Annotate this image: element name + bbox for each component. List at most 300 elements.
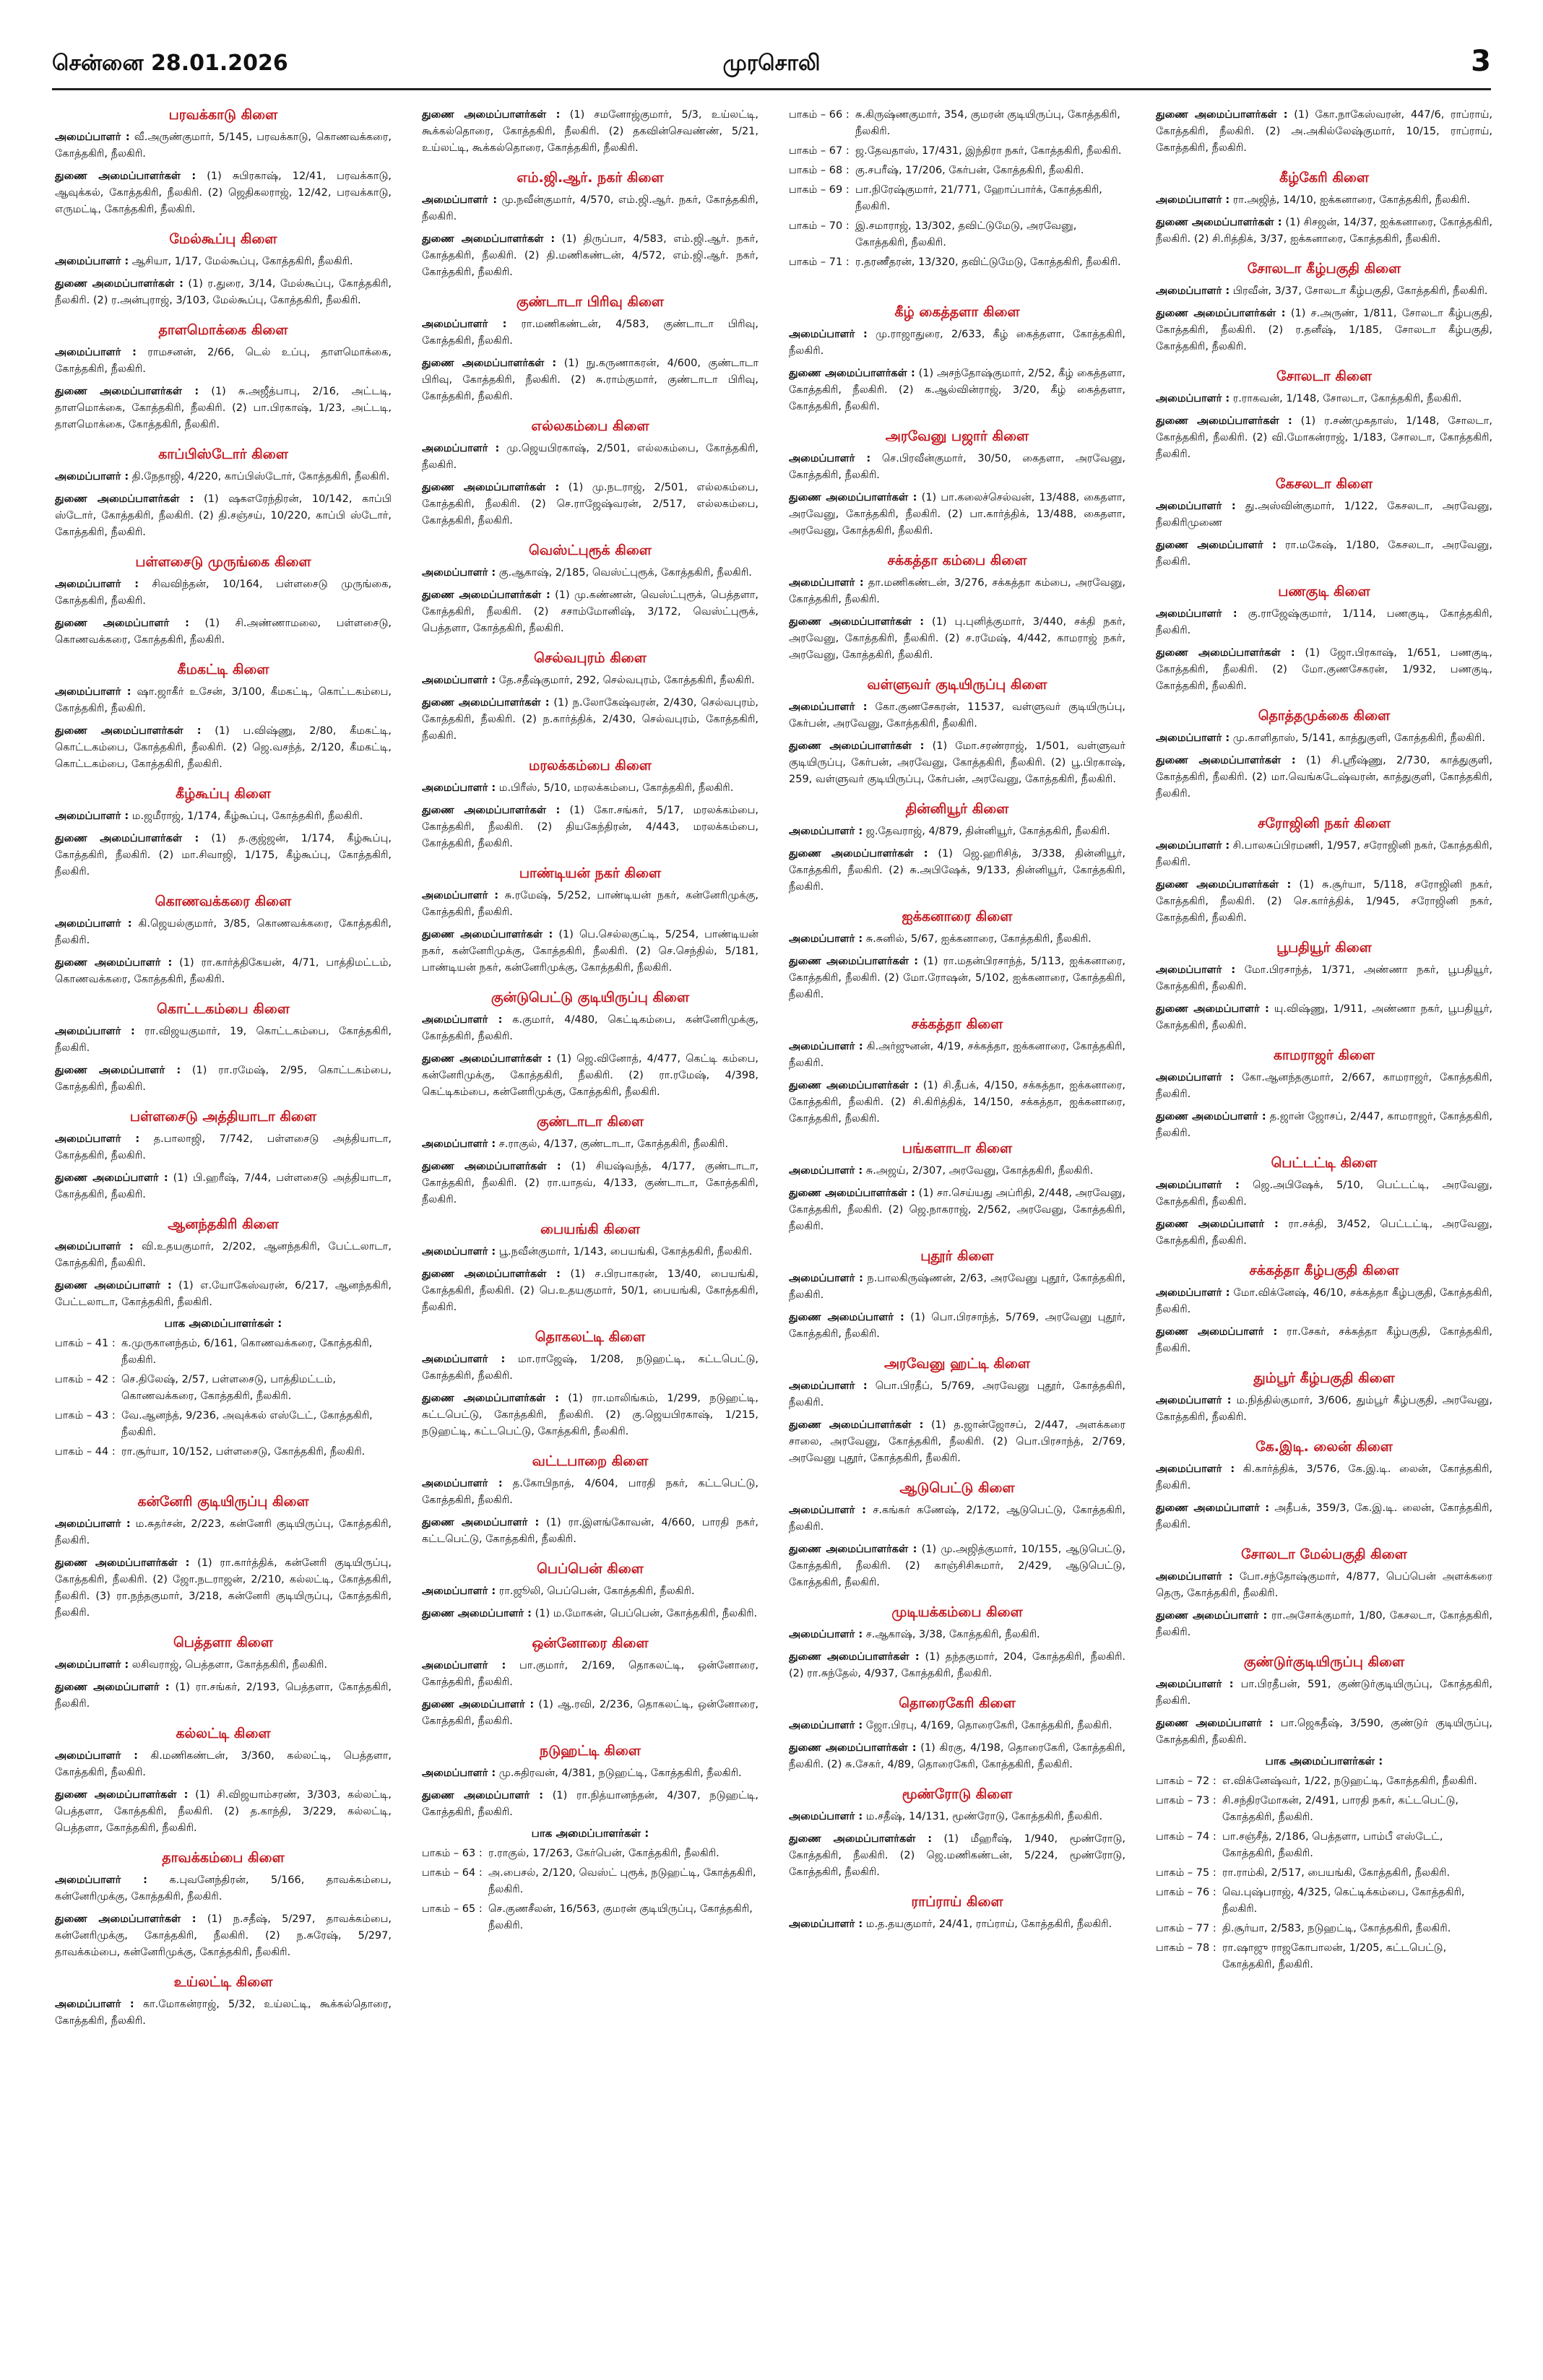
role-label: துணை அமைப்பாளர்கள் : [1156, 647, 1295, 659]
member-details: சி.பாலசுப்பிரமணி, 1/957, சரோஜினி நகர், கோத்தகிரி, நீலகிரி. [1156, 840, 1492, 868]
member-entry [55, 491, 392, 541]
member-entry [1156, 1393, 1492, 1426]
member-entry [789, 823, 1125, 840]
branch-section [789, 553, 1125, 664]
booth-row [789, 218, 1125, 251]
booth-organisers-heading: பாக அமைப்பாளர்கள் : [1265, 1754, 1383, 1767]
member-details: த.கோபிநாத், 4/604, பாரதி நகர், கட்டபெட்டு, கோத்தகிரி, நீலகிரி. [422, 1478, 758, 1506]
role-label: அமைப்பாளர் : [55, 1133, 140, 1145]
branch-section [789, 801, 1125, 896]
member-entry [422, 1390, 758, 1440]
role-label: துணை அமைப்பாளர் : [1156, 1610, 1268, 1622]
role-label: அமைப்பாளர் : [55, 1750, 138, 1762]
member-entry [422, 1788, 758, 1821]
branch-section [55, 1494, 392, 1622]
member-details: போ.சந்தோஷ்குமார், 4/877, பெப்பென் அளக்கரை தெரு, கோத்தகிரி, நீலகிரி. [1156, 1571, 1492, 1599]
branch-title: உய்லட்டி கிளை [173, 1974, 273, 1990]
role-label: அமைப்பாளர் : [422, 1014, 503, 1026]
role-label: துணை அமைப்பாளர் : [55, 1280, 172, 1291]
member-details: கு.ராஜேஷ்குமார், 1/114, பணகுடி, கோத்தகிரி, நீலகிரி. [1156, 608, 1492, 636]
role-label: துணை அமைப்பாளர் : [55, 957, 173, 969]
member-details: (1) மு.நடராஜ், 2/501, எல்லகம்பை, கோத்தகிரி, நீலகிரி. (2) செ.ராஜேஷ்வரன், 2/517, எல்லகம்பை, கோத்தகிரி, நீலகிரி. [422, 482, 758, 527]
role-label: அமைப்பாளர் : [1156, 840, 1230, 852]
member-details: (1) சு.சூர்யா, 5/118, சரோஜினி நகர், கோத்தகிரி, நீலகிரி. (2) செ.கார்த்திக், 1/945, சரோஜினி நகர், கோத்தகிரி, நீலகிரி. [1156, 879, 1492, 924]
member-details: கா.மோகன்ராஜ், 5/32, உய்லட்டி, கூக்கல்தொரை, கோத்தகிரி, நீலகிரி. [55, 1999, 392, 2027]
role-label: அமைப்பாளர் : [55, 579, 139, 590]
role-label: அமைப்பாளர் : [1156, 194, 1230, 206]
branch-title: சக்கத்தா கம்பை கிளை [887, 553, 1027, 568]
booth-row [1156, 1921, 1492, 1937]
member-details: க.புவனேந்திரன், 5/166, தாவக்கம்பை, கன்னேரிமுக்கு, கோத்தகிரி, நீலகிரி. [55, 1874, 392, 1903]
role-label: துணை அமைப்பாளர் : [422, 1517, 540, 1528]
member-entry [1156, 838, 1492, 871]
role-label: துணை அமைப்பாளர் : [1156, 1003, 1269, 1015]
member-details: (1) ர.துரை, 3/14, மேல்கூப்பு, கோத்தகிரி, நீலகிரி. (2) ர.அன்புராஜ், 3/103, மேல்கூப்பு, கோத்தகிரி, நீலகிரி. [55, 278, 392, 306]
branch-section [422, 990, 758, 1101]
role-label: அமைப்பாளர் : [422, 443, 500, 454]
role-label: அமைப்பாளர் : [789, 1273, 863, 1284]
booth-number: பாகம் – 70 : [789, 220, 850, 232]
role-label: அமைப்பாளர் : [1156, 1679, 1234, 1690]
booth-organiser: கு.சபரீஷ், 17/206, கேர்பன், கோத்தகிரி, நீலகிரி. [855, 165, 1084, 176]
member-entry [1156, 1461, 1492, 1494]
booth-organiser: வெ.புஷ்பராஜ், 4/325, கெட்டிக்கம்பை, கோத்தகிரி, நீலகிரி. [1222, 1887, 1465, 1915]
member-details: வி.உதயகுமார், 2/202, ஆனந்தகிரி, பேட்டலாடா, கோத்தகிரி, நீலகிரி. [55, 1241, 392, 1269]
member-details: (1) கோ.நாகேஸ்வரன், 447/6, ராப்ராய், கோத்தகிரி, நீலகிரி. (2) அ.அகில்லேஷ்குமார், 10/15, ராப்ராய், கோத்தகிரி, நீலகிரி. [1156, 109, 1492, 154]
member-entry [1156, 877, 1492, 927]
member-details: (1) மு.கண்ணன், வெஸ்ட்புரூக், பெத்தளா, கோத்தகிரி, நீலகிரி. (2) சசாம்மோனிஷ், 3/172, வெஸ்ட்புரூக், பெத்தளா, கோத்தகிரி, நீலகிரி. [422, 589, 758, 634]
booth-row [1156, 1773, 1492, 1790]
member-entry [422, 1136, 758, 1153]
member-details: மு.சுதிரவன், 4/381, நடுஹட்டி, கோத்தகிரி, நீலகிரி. [498, 1767, 742, 1779]
role-label: துணை அமைப்பாளர்கள் : [789, 848, 928, 860]
member-entry [789, 846, 1125, 896]
member-entry [1156, 391, 1492, 407]
branch-title: செல்வபுரம் கிளை [534, 650, 647, 666]
member-entry [789, 575, 1125, 608]
member-details: மோ.விக்னேஷ், 46/10, சக்கத்தா கீழ்பகுதி, கோத்தகிரி, நீலகிரி. [1156, 1287, 1492, 1315]
branch-title: பரவக்காடு கிளை [168, 107, 278, 123]
branch-title: கொட்டகம்பை கிளை [157, 1001, 290, 1017]
role-label: அமைப்பாளர் : [789, 1505, 866, 1516]
member-details: த.பாலாஜி, 7/742, பள்ளசைடு அத்தியாடா, கோத்தகிரி, நீலகிரி. [55, 1133, 392, 1161]
member-details: மு.ஜெயபிரகாஷ், 2/501, எல்லகம்பை, கோத்தகிரி, நீலகிரி. [422, 443, 758, 471]
role-label: துணை அமைப்பாளர்கள் : [789, 1833, 933, 1845]
branch-section [1156, 940, 1492, 1034]
branch-title: நடுஹட்டி கிளை [540, 1743, 641, 1759]
member-entry [422, 441, 758, 474]
member-details: சிவவிந்தன், 10/164, பள்ளசைடு முருங்கை, கோத்தகிரி, நீலகிரி. [55, 579, 392, 607]
branch-section [789, 1786, 1125, 1881]
role-label: அமைப்பாளர் : [55, 1999, 134, 2010]
booth-organiser: ர.ராகுல், 17/263, கேர்பென், கோத்தகிரி, நீலகிரி. [488, 1848, 719, 1859]
branch-section [55, 1850, 392, 1961]
branch-section [1156, 815, 1492, 927]
role-label: அமைப்பாளர் : [1156, 1072, 1235, 1083]
branch-section [422, 758, 758, 852]
booth-row [789, 163, 1125, 179]
branch-title: தாவக்கம்பை கிளை [162, 1850, 285, 1866]
booth-row [789, 107, 1125, 140]
booth-number: பாகம் – 72 : [1156, 1775, 1216, 1787]
branch-section [422, 418, 758, 529]
member-details: (1) ரா.மதன்பிரசாந்த், 5/113, ஐக்கனாரை, கோத்தகிரி, நீலகிரி. (2) மோ.ரோஷன், 5/102, ஐக்கனாரை, கோத்தகிரி, நீலகிரி. [789, 956, 1125, 1000]
member-entry [55, 254, 392, 270]
member-details: (1) ரா.மாலிங்கம், 1/299, நடுஹட்டி, கட்டபெட்டு, கோத்தகிரி, நீலகிரி. (2) கு.ஜெயபிரகாஷ், 1/215, நடுஹட்டி, கட்டபெட்டு, கோத்தகிரி, நீலகிரி. [422, 1393, 758, 1437]
branch-title: மூண்ரோடு கிளை [902, 1786, 1013, 1802]
branch-section [422, 650, 758, 745]
role-label: துணை அமைப்பாளர் : [422, 1790, 544, 1801]
member-entry [55, 723, 392, 773]
role-label: அமைப்பாளர் : [422, 1478, 503, 1489]
member-details: (1) நு.கருணாகரன், 4/600, குண்டாடா பிரிவு, கோத்தகிரி, நீலகிரி. (2) சு.ராம்குமார், குண்டாடா பிரிவு, கோத்தகிரி, நீலகிரி. [422, 358, 758, 402]
member-entry [789, 1809, 1125, 1825]
member-entry [789, 1627, 1125, 1643]
member-details: கோ.ஆனந்தகுமார், 2/667, காமராஜர், கோத்தகிரி, நீலகிரி. [1156, 1072, 1492, 1100]
role-label: துணை அமைப்பாளர்கள் : [422, 1393, 559, 1404]
member-entry [55, 808, 392, 825]
member-details: ரா.சக்தி, 3/452, பெட்டட்டி, அரவேனு, கோத்தகிரி, நீலகிரி. [1156, 1219, 1492, 1247]
role-label: துணை அமைப்பாளர்கள் : [789, 1187, 915, 1199]
role-label: துணை அமைப்பாளர்கள் : [422, 109, 561, 121]
role-label: அமைப்பாளர் : [422, 1660, 506, 1671]
member-details: (1) ஜெ.ஹரிசித், 3/338, தின்னியூர், கோத்தகிரி, நீலகிரி. (2) சு.அபிஷேக், 9/133, தின்னியூர், கோத்தகிரி, நீலகிரி. [789, 848, 1125, 893]
branch-title: வள்ளுவர் குடியிருப்பு கிளை [867, 677, 1047, 693]
role-label: துணை அமைப்பாளர்கள் : [422, 1053, 552, 1065]
branch-title: பாண்டியன் நகர் கிளை [519, 865, 662, 881]
member-entry [422, 587, 758, 637]
role-label: துணை அமைப்பாளர்கள் : [1156, 415, 1292, 427]
member-entry [1156, 962, 1492, 995]
member-entry [55, 1170, 392, 1203]
member-details: ஜெ.அபிஷேக், 5/10, பெட்டட்டி, அரவேனு, கோத்தகிரி, நீலகிரி. [1156, 1180, 1492, 1208]
booth-number: பாகம் – 77 : [1156, 1923, 1216, 1934]
member-details: (1) சமனோஜ்குமார், 5/3, உய்லட்டி, கூக்கல்தொரை, கோத்தகிரி, நீலகிரி. (2) தகவின்செவண்ண், 5/21, உய்லட்டி, கூக்கல்தொரை, கோத்தகிரி, நீலகிரி. [422, 109, 758, 154]
branch-section [55, 1974, 392, 2030]
member-entry [422, 888, 758, 921]
member-details: செ.பிரவீன்குமார், 30/50, கைதளா, அரவேனு, கோத்தகிரி, நீலகிரி. [789, 453, 1125, 481]
member-entry [422, 355, 758, 405]
member-details: (1) ரா.நித்யானந்தன், 4/307, நடுஹட்டி, கோத்தகிரி, நீலகிரி. [422, 1790, 758, 1818]
edition-date: சென்னை 28.01.2026 [52, 51, 288, 76]
member-details: ஜ.தேவராஜ், 4/879, தின்னியூர், கோத்தகிரி, நீலகிரி. [865, 826, 1110, 837]
member-entry [1156, 498, 1492, 532]
role-label: துணை அமைப்பாளர் : [1156, 540, 1276, 551]
member-entry [789, 1831, 1125, 1881]
member-details: ஷா.ஜாகீர் உசேன், 3/100, கீமகட்டி, கொட்டகம்பை, கோத்தகிரி, நீலகிரி. [55, 686, 392, 714]
member-details: (1) ரா.ரமேஷ், 2/95, கொட்டகம்பை, கோத்தகிரி, நீலகிரி. [55, 1065, 392, 1093]
member-entry [422, 480, 758, 529]
branch-title: காமராஜர் கிளை [1273, 1047, 1375, 1063]
branch-title: தின்னியூர் கிளை [905, 801, 1009, 817]
member-entry [789, 1271, 1125, 1304]
branch-section [55, 446, 392, 541]
member-details: (1) ம.மோகன், பெப்பென், கோத்தகிரி, நீலகிரி. [535, 1608, 758, 1619]
role-label: அமைப்பாளர் : [789, 826, 863, 837]
role-label: அமைப்பாளர் : [1156, 732, 1230, 744]
member-details: ச.ஆகாஷ், 3/38, கோத்தகிரி, நீலகிரி. [865, 1629, 1040, 1640]
member-details: சு.சுனில், 5/67, ஐக்கனாரை, கோத்தகிரி, நீலகிரி. [865, 933, 1092, 945]
member-details: (1) ந.சதீஷ், 5/297, தாவக்கம்பை, கன்னேரிமுக்கு, கோத்தகிரி, நீலகிரி. (2) ந.சுரேஷ், 5/297, தாவக்கம்பை, கன்னேரிமுக்கு, கோத்தகிரி, நீலகிரி. [55, 1913, 392, 1958]
member-entry [1156, 1676, 1492, 1710]
booth-organiser: ரா.சூர்யா, 10/152, பள்ளசைடு, கோத்தகிரி, நீலகிரி. [121, 1446, 366, 1458]
branch-section [1156, 1155, 1492, 1250]
booth-number: பாகம் – 65 : [422, 1903, 483, 1915]
member-entry [789, 614, 1125, 664]
member-details: (1) சுபிரகாஷ், 12/41, பரவக்காடு, ஆவுக்கல், கோத்தகிரி, நீலகிரி. (2) ஜெதிகலராஜ், 12/42, பரவக்காடு, எருமட்டி, கோத்தகிரி, நீலகிரி. [55, 170, 392, 215]
member-entry [422, 1765, 758, 1782]
role-label: அமைப்பாளர் : [1156, 285, 1230, 297]
member-details: கி.ஜெயல்குமார், 3/85, கொணவக்கரை, கோத்தகிரி, நீலகிரி. [55, 918, 392, 946]
branch-section [1156, 1546, 1492, 1641]
member-details: கி.கார்த்திக், 3/576, கே.இ.டி. லைன், கோத்தகிரி, நீலகிரி. [1156, 1463, 1492, 1492]
role-label: அமைப்பாளர் : [789, 933, 863, 945]
branch-title: எல்லகம்பை கிளை [531, 418, 649, 434]
booth-number: பாகம் – 75 : [1156, 1867, 1216, 1879]
member-details: (1) ச.பிரபாகரன், 13/40, பையங்கி, கோத்தகிரி, நீலகிரி. (2) பெ.உதயகுமார், 50/1, பையங்கி, கோத்தகிரி, நீலகிரி. [422, 1268, 758, 1313]
member-details: ம.சதீஷ், 14/131, மூண்ரோடு, கோத்தகிரி, நீலகிரி. [865, 1811, 1103, 1822]
member-details: (1) பி.ஹரீஷ், 7/44, பள்ளசைடு அத்தியாடா, கோத்தகிரி, நீலகிரி. [55, 1172, 392, 1200]
booth-organiser: ஜ.தேவதாஸ், 17/431, இந்திரா நகர், கோத்தகிரி, நீலகிரி. [855, 145, 1122, 157]
member-entry [55, 615, 392, 649]
booth-row [1156, 1940, 1492, 1973]
branch-section [1156, 1263, 1492, 1357]
role-label: அமைப்பாளர் : [422, 567, 496, 579]
role-label: அமைப்பாளர் : [789, 1811, 863, 1822]
member-entry [422, 192, 758, 225]
member-entry [55, 276, 392, 309]
role-label: அமைப்பாளர் : [55, 1874, 147, 1886]
member-details: ம.பிரீஸ், 5/10, மரலக்கம்பை, கோத்தகிரி, நீலகிரி. [498, 782, 734, 794]
booth-organisers-heading: பாக அமைப்பாளர்கள் : [531, 1827, 649, 1840]
branch-section [789, 1248, 1125, 1343]
branch-section [1156, 1654, 1492, 1973]
member-details: யு.விஷ்ணு, 1/911, அண்ணா நகர், பூபதியூர், கோத்தகிரி, நீலகிரி. [1156, 1003, 1492, 1031]
role-label: துணை அமைப்பாளர்கள் : [789, 1419, 924, 1431]
role-label: துணை அமைப்பாளர்கள் : [422, 589, 550, 601]
member-details: (1) எ.யோகேஸ்வரன், 6/217, ஆனந்தகிரி, பேட்டலாடா, கோத்தகிரி, நீலகிரி. [55, 1280, 392, 1308]
booth-organiser: இ.சமாராஜ், 13/302, தவிட்டுமேடு, அரவேனு, கோத்தகிரி, நீலகிரி. [855, 220, 1077, 248]
member-entry [1156, 1324, 1492, 1357]
member-entry [422, 1515, 758, 1548]
branch-section [55, 231, 392, 309]
member-entry [1156, 1500, 1492, 1533]
booth-organiser: பா.நிரேஷ்குமார், 21/771, ஹோப்பார்க், கோத்தகிரி, நீலகிரி. [855, 184, 1102, 212]
member-details: (1) சி.தீபக், 4/150, சக்கத்தா, ஐக்கனாரை, கோத்தகிரி, நீலகிரி. (2) சி.கிரித்திக், 14/150, சக்கத்தா, ஐக்கனாரை, கோத்தகிரி, நீலகிரி. [789, 1080, 1125, 1125]
branch-title: தாளமொக்கை கிளை [158, 322, 288, 338]
member-entry [55, 1063, 392, 1096]
branch-title: ராப்ராய் கிளை [911, 1894, 1003, 1910]
role-label: அமைப்பாளர் : [422, 1585, 496, 1597]
branch-section [789, 1356, 1125, 1467]
member-details: (1) சி.விஜயாம்சரண், 3/303, கல்லட்டி, பெத்தளா, கோத்தகிரி, நீலகிரி. (2) த.காந்தி, 3/229, கல்லட்டி, பெத்தளா, கோத்தகிரி, நீலகிரி. [55, 1789, 392, 1834]
role-label: துணை அமைப்பாளர் : [1156, 1502, 1270, 1514]
member-entry [1156, 413, 1492, 463]
branch-title: சக்கத்தா கீழ்பகுதி கிளை [1249, 1263, 1399, 1278]
member-entry [1156, 1608, 1492, 1641]
member-entry [55, 345, 392, 378]
member-details: சு.ரமேஷ், 5/252, பாண்டியன் நகர், கன்னேரிமுக்கு, கோத்தகிரி, நீலகிரி. [422, 890, 758, 918]
role-label: துணை அமைப்பாளர்கள் : [422, 697, 550, 709]
branch-section [55, 1109, 392, 1203]
role-label: அமைப்பாளர் : [789, 577, 864, 589]
booth-organiser: அ.பைசல், 2/120, வெஸ்ட் புரூக், நடுஹட்டி, கோத்தகிரி, நீலகிரி. [488, 1867, 756, 1895]
booth-row [1156, 1829, 1492, 1862]
role-label: அமைப்பாளர் : [422, 675, 496, 686]
member-entry [55, 576, 392, 610]
branch-title: ஆடுபெட்டு கிளை [899, 1480, 1015, 1496]
role-label: துணை அமைப்பாளர் : [55, 1682, 170, 1693]
booth-row [789, 143, 1125, 160]
booth-number: பாகம் – 66 : [789, 109, 850, 121]
page-number: 3 [1471, 45, 1491, 78]
member-details: ந.பாலகிருஷ்ணன், 2/63, அரவேனு புதூர், கோத்தகிரி, நீலகிரி. [789, 1273, 1125, 1301]
branch-title: கன்னேரி குடியிருப்பு கிளை [137, 1494, 309, 1510]
branch-section [789, 304, 1125, 415]
role-label: அமைப்பாளர் : [789, 1041, 863, 1052]
booth-organiser: செ.குணசீலன், 16/563, குமரன் குடியிருப்பு, கோத்தகிரி, நீலகிரி. [488, 1903, 753, 1931]
member-entry [1156, 753, 1492, 802]
member-details: (1) பு.புனித்குமார், 3/440, சக்தி நகர், அரவேனு, கோத்தகிரி, நீலகிரி. (2) ச.ரமேஷ், 4/442, காமராஜ் நகர், அரவேனு, கோத்தகிரி, நீலகிரி. [789, 616, 1125, 661]
booth-row [55, 1408, 392, 1441]
member-entry [789, 365, 1125, 415]
member-details: (1) ஜெ.வினோத், 4/477, கெட்டி கம்பை, கன்னேரிமுக்கு, கோத்தகிரி, நீலகிரி. (2) ரா.ரமேஷ், 4/398, கெட்டிகம்பை, கன்னேரிமுக்கு, கோத்தகிரி, நீலகிரி. [422, 1053, 758, 1098]
booth-organisers-heading: பாக அமைப்பாளர்கள் : [164, 1317, 282, 1330]
role-label: துணை அமைப்பாளர்கள் : [789, 956, 919, 967]
role-label: அமைப்பாளர் : [789, 1720, 863, 1731]
member-details: கோ.குணசேகரன், 11537, வள்ளுவர் குடியிருப்பு, கேர்பன், அரவேனு, கோத்தகிரி, நீலகிரி. [789, 701, 1125, 730]
booth-organiser: ர.தரணீதரன், 13/320, தவிட்டுமேடு, கோத்தகிரி, நீலகிரி. [855, 256, 1121, 268]
role-label: துணை அமைப்பாளர்கள் : [55, 1789, 189, 1801]
member-details: ரா.விஜயகுமார், 19, கொட்டகம்பை, கோத்தகிரி, நீலகிரி. [55, 1026, 392, 1054]
member-entry [55, 955, 392, 988]
member-details: தா.மணிகண்டன், 3/276, சக்கத்தா கம்பை, அரவேனு, கோத்தகிரி, நீலகிரி. [789, 577, 1125, 605]
role-label: துணை அமைப்பாளர் : [422, 1608, 532, 1619]
branch-section [55, 1001, 392, 1096]
member-details: (1) சி.அண்ணாமலை, பள்ளசைடு, கொணவக்கரை, கோத்தகிரி, நீலகிரி. [55, 618, 392, 646]
branch-title: குன்டுபெட்டு குடியிருப்பு கிளை [490, 990, 690, 1005]
booth-organiser: எ.விக்னேஷ்வர், 1/22, நடுஹட்டி, கோத்தகிரி, நீலகிரி. [1222, 1775, 1477, 1787]
member-details: ஜோ.பிரபு, 4/169, தொரைகேரி, கோத்தகிரி, நீலகிரி. [865, 1720, 1112, 1731]
role-label: அமைப்பாளர் : [1156, 501, 1236, 512]
article-columns [55, 107, 1492, 2364]
branch-section [789, 1141, 1125, 1235]
role-label: அமைப்பாளர் : [422, 1246, 496, 1258]
member-details: லசிவராஜ், பெத்தளா, கோத்தகிரி, நீலகிரி. [131, 1659, 328, 1671]
role-label: அமைப்பாளர் : [1156, 1287, 1230, 1299]
booth-number: பாகம் – 42 : [55, 1374, 116, 1385]
branch-title: கீழ்கேரி கிளை [1279, 170, 1370, 186]
booth-organiser: க.முருகானந்தம், 6/161, கொணவக்கரை, கோத்தகிரி, நீலகிரி. [121, 1338, 373, 1366]
branch-section [422, 1221, 758, 1316]
branch-section [422, 1114, 758, 1208]
role-label: அமைப்பாளர் : [789, 1165, 863, 1177]
member-details: பிரவீன், 3/37, சோலடா கீழ்பகுதி, கோத்தகிரி, நீலகிரி. [1232, 285, 1488, 297]
branch-section [422, 1329, 758, 1440]
column-3 [789, 107, 1125, 2364]
role-label: துணை அமைப்பாளர்கள் : [55, 278, 183, 290]
member-details: ச.கங்கர் கணேஷ், 2/172, ஆடுபெட்டு, கோத்தகிரி, நீலகிரி. [789, 1505, 1125, 1533]
member-entry [789, 1740, 1125, 1773]
member-entry [1156, 730, 1492, 747]
role-label: துணை அமைப்பாளர் : [55, 1065, 181, 1076]
branch-section [55, 1216, 392, 1481]
member-entry [789, 1649, 1125, 1682]
branch-title: தொத்தமுக்கை கிளை [1258, 708, 1391, 724]
branch-title: கீழ் கைத்தளா கிளை [894, 304, 1020, 320]
branch-title: சோலடா மேல்பகுதி கிளை [1241, 1546, 1407, 1562]
branch-title: பெப்பென் கிளை [537, 1561, 644, 1577]
role-label: அமைப்பாளர் : [422, 319, 507, 330]
member-entry [789, 490, 1125, 540]
member-entry [422, 1244, 758, 1260]
role-label: துணை அமைப்பாளர்கள் : [789, 1080, 918, 1091]
role-label: துணை அமைப்பாளர்கள் : [422, 233, 556, 245]
branch-title: சரோஜினி நகர் கிளை [1258, 815, 1391, 831]
column-2 [422, 107, 758, 2364]
role-label: அமைப்பாளர் : [422, 782, 496, 794]
role-label: துணை அமைப்பாளர்கள் : [789, 1544, 917, 1555]
member-entry [422, 1012, 758, 1045]
role-label: துணை அமைப்பாளர்கள் : [55, 833, 199, 844]
branch-section [422, 294, 758, 405]
member-entry [1156, 306, 1492, 355]
booth-row [422, 1845, 758, 1862]
booth-number: பாகம் – 41 : [55, 1338, 116, 1349]
member-entry [789, 931, 1125, 948]
branch-section [1156, 1439, 1492, 1533]
branch-section [55, 1726, 392, 1837]
role-label: அமைப்பாளர் : [789, 329, 868, 340]
member-entry [55, 1911, 392, 1961]
member-details: (1) ப.விஷ்ணு, 2/80, கீமகட்டி, கொட்டகம்பை, கோத்தகிரி, நீலகிரி. (2) ஜெ.வசந்த், 2/120, கீமகட்டி, கொட்டகம்பை, கோத்தகிரி, நீலகிரி. [55, 725, 392, 770]
member-entry [789, 953, 1125, 1003]
member-entry [55, 1787, 392, 1837]
role-label: அமைப்பாளர் : [1156, 608, 1237, 620]
branch-title: கீழ்கூப்பு கிளை [175, 786, 272, 802]
branch-title: மரலக்கம்பை கிளை [529, 758, 652, 774]
branch-title: மேல்கூப்பு கிளை [169, 231, 277, 247]
member-details: ரா.மணிகண்டன், 4/583, குண்டாடா பிரிவு, கோத்தகிரி, நீலகிரி. [422, 319, 758, 347]
role-label: அமைப்பாளர் : [789, 701, 868, 713]
member-details: பொ.பிரதீப், 5/769, அரவேனு புதூர், கோத்தகிரி, நீலகிரி. [789, 1380, 1125, 1408]
role-label: துணை அமைப்பாளர் : [1156, 1326, 1278, 1338]
branch-section [1156, 261, 1492, 355]
member-details: ரா.அசோக்குமார், 1/80, கேசலடா, கோத்தகிரி, நீலகிரி. [1156, 1610, 1492, 1638]
member-details: ம.ஜமீராஜ், 1/174, கீழ்கூப்பு, கோத்தகிரி, நீலகிரி. [131, 810, 363, 822]
member-entry [789, 451, 1125, 484]
member-entry [422, 1658, 758, 1691]
member-entry [789, 738, 1125, 788]
branch-title: கேசலடா கிளை [1275, 476, 1373, 492]
member-details: (1) சிசஜன், 14/37, ஐக்கனாரை, கோத்தகிரி, நீலகிரி. (2) சி.ரித்திக், 3/37, ஐக்கனாரை, கோத்தகிரி, நீலகிரி. [1156, 217, 1492, 245]
branch-section [422, 865, 758, 977]
role-label: அமைப்பாளர் : [789, 1918, 863, 1930]
member-entry [1156, 1285, 1492, 1318]
role-label: அமைப்பாளர் : [422, 1138, 496, 1150]
role-label: அமைப்பாளர் : [1156, 964, 1236, 976]
member-entry [55, 1679, 392, 1713]
branch-title: பங்களாடா கிளை [902, 1141, 1013, 1156]
branch-section [1156, 107, 1492, 157]
spacer [789, 274, 1125, 291]
member-entry [422, 780, 758, 797]
branch-title: முடியக்கம்பை கிளை [891, 1604, 1023, 1620]
role-label: அமைப்பாளர் : [422, 1767, 496, 1779]
role-label: துணை அமைப்பாளர் : [1156, 1219, 1279, 1230]
member-entry [1156, 1715, 1492, 1749]
branch-section [789, 1695, 1125, 1773]
